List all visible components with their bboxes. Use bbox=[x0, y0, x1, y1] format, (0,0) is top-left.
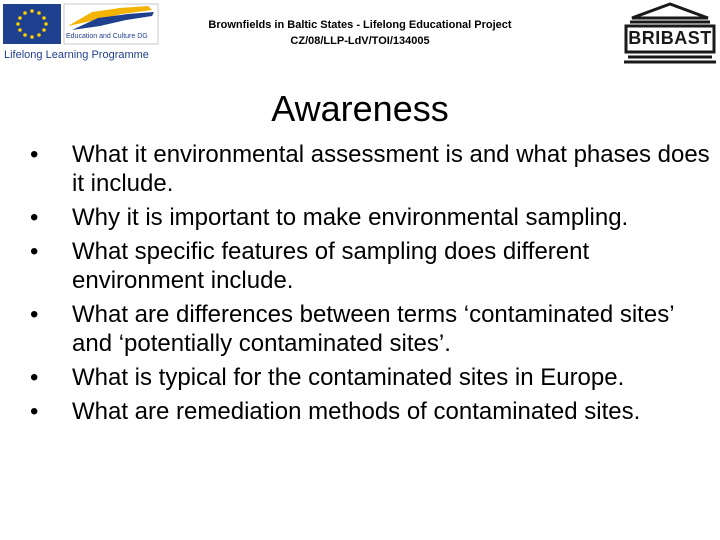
bullet-icon: • bbox=[30, 301, 39, 328]
eu-caption: Education and Culture DG bbox=[66, 33, 148, 40]
bullet-icon: • bbox=[30, 238, 39, 265]
project-header bbox=[180, 17, 540, 49]
bribast-logo bbox=[622, 2, 718, 64]
bullet-text: What are differences between terms ‘contaminated sites’ and ‘potentially contaminated sites’. bbox=[72, 301, 674, 357]
bullet-item bbox=[30, 237, 710, 295]
bullet-item bbox=[30, 300, 710, 358]
eu-llp-logo bbox=[2, 2, 160, 64]
bullet-item bbox=[30, 363, 710, 392]
bribast-wordmark: BRIBAST bbox=[628, 28, 712, 48]
bullet-text: What it environmental assessment is and what phases does it include. bbox=[72, 141, 710, 197]
slide-title: Awareness bbox=[271, 88, 449, 129]
bullet-item bbox=[30, 397, 710, 426]
bullet-item bbox=[30, 140, 710, 198]
bullet-text: Why it is important to make environmental sampling. bbox=[72, 204, 629, 231]
bullet-icon: • bbox=[30, 364, 39, 391]
bullet-text: What are remediation methods of contaminated sites. bbox=[72, 398, 641, 425]
bullet-text: What is typical for the contaminated sites in Europe. bbox=[72, 364, 625, 391]
bullet-icon: • bbox=[30, 141, 39, 168]
project-title: Brownfields in Baltic States - Lifelong Educational Project bbox=[208, 19, 512, 31]
bullet-list bbox=[30, 140, 710, 431]
bullet-item bbox=[30, 203, 710, 232]
bullet-icon: • bbox=[30, 398, 39, 425]
bullet-text: What specific features of sampling does different environment include. bbox=[72, 238, 590, 294]
eu-flag-icon bbox=[2, 2, 160, 48]
bullet-icon: • bbox=[30, 204, 39, 231]
programme-label: Lifelong Learning Programme bbox=[4, 49, 149, 61]
project-code: CZ/08/LLP-LdV/TOI/134005 bbox=[290, 35, 430, 47]
